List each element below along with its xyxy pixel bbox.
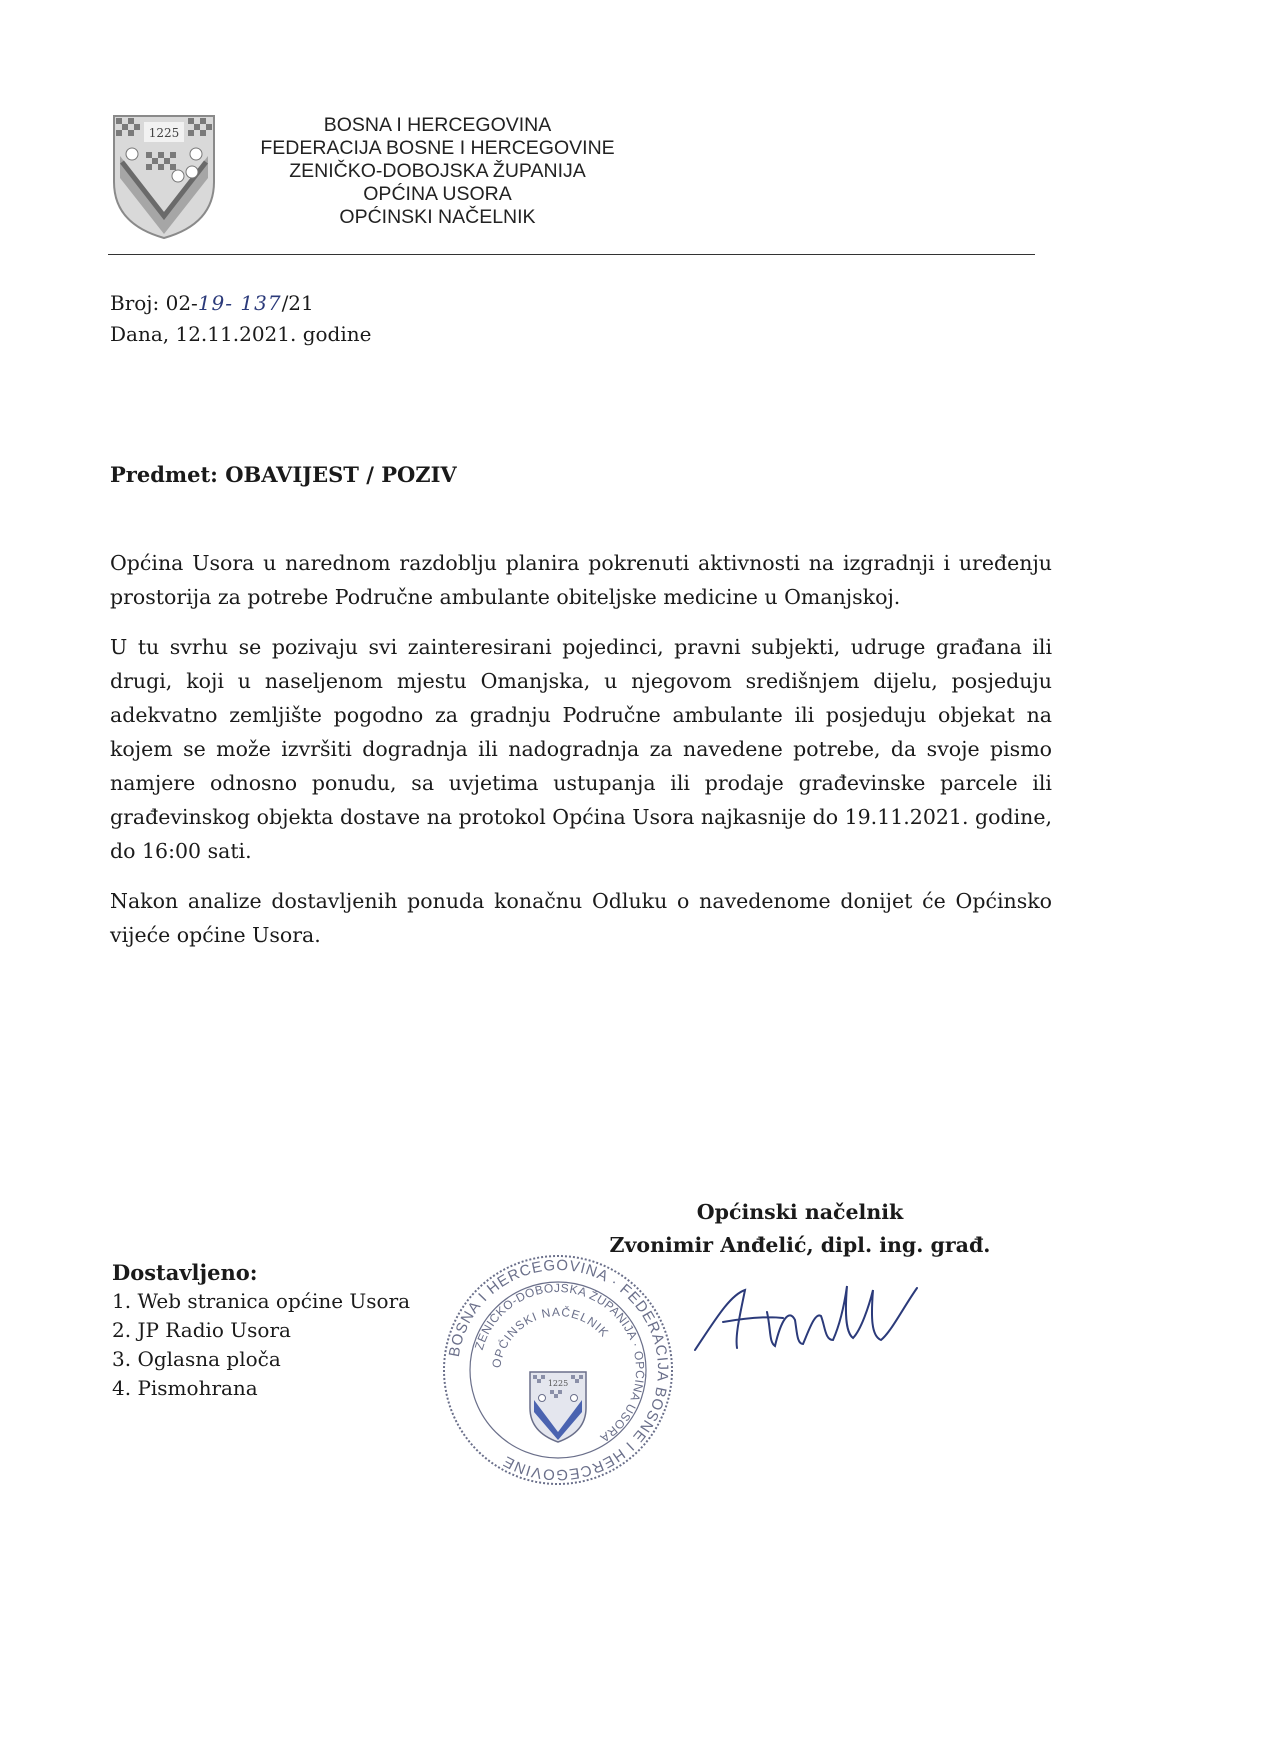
body-paragraph: U tu svrhu se pozivaju svi zainteresirani pojedinci, pravni subjekti, udruge građana ili drugi, koji u naseljenom mjestu Omanjska, u njegovom središnjem dijelu, posjeduju adekvatno zemljište pogodno za gradnju Područne ambulante ili posjeduju objekat na kojem se može izvršiti dogradnja ili nadogradnja za navedene potrebe, da svoje pismo namjere odnosno ponudu, sa uvjetima ustupanja ili prodaje građevinske parcele ili građevinskog objekta dostave na protokol Općina Usora najkasnije do 19.11.2021. godine, do 16:00 sati. <box>110 635 1052 863</box>
reference-block <box>110 288 371 350</box>
handwritten-number: 19- 137 <box>197 291 282 315</box>
signatory-title: Općinski načelnik <box>696 1200 904 1224</box>
list-item: 4. Pismohrana <box>112 1376 258 1400</box>
header-divider <box>108 254 1035 255</box>
list-item: 2. JP Radio Usora <box>112 1318 291 1342</box>
header-line-federation: FEDERACIJA BOSNE I HERCEGOVINE <box>260 137 615 159</box>
header-line-canton: ZENIČKO-DOBOJSKA ŽUPANIJA <box>289 160 586 182</box>
stamp-outer-text: BOSNA I HERCEGOVINA · FEDERACIJA BOSNE I HERCEGOVINE <box>445 1256 672 1484</box>
body-paragraph: Općina Usora u narednom razdoblju planira pokrenuti aktivnosti na izgradnji i uređenju prostorija za potrebe Područne ambulante obiteljske medicine u Omanjskoj. <box>110 551 1052 609</box>
list-item: 3. Oglasna ploča <box>112 1347 281 1371</box>
official-stamp <box>438 1250 678 1490</box>
stamp-inner-text: ZENIČKO-DOBOJSKA ŽUPANIJA · OPĆINA USORA <box>471 1280 648 1446</box>
stamp-center-text: OPĆINSKI NAČELNIK <box>489 1304 612 1370</box>
body-paragraph: Nakon analize dostavljenih ponuda konačnu Odluku o navedenome donijet će Općinsko vijeće općine Usora. <box>110 889 1052 947</box>
coat-of-arms-logo <box>108 112 220 242</box>
signatory-name: Zvonimir Anđelić, dipl. ing. građ. <box>609 1233 991 1257</box>
distribution-list <box>112 1258 410 1403</box>
handwritten-signature <box>685 1260 925 1370</box>
header-line-municipality: OPĆINA USORA <box>363 183 512 205</box>
list-item: 1. Web stranica općine Usora <box>112 1289 411 1313</box>
header-line-office: OPĆINSKI NAČELNIK <box>339 206 536 228</box>
reference-number: Broj: 02-19- 137/21 <box>110 291 314 315</box>
letter-body <box>110 546 1052 968</box>
reference-date: Dana, 12.11.2021. godine <box>110 322 372 346</box>
stamp-year: 1225 <box>547 1379 569 1388</box>
distribution-title: Dostavljeno: <box>112 1260 258 1285</box>
letterhead <box>235 114 640 229</box>
crest-year: 1225 <box>148 126 180 140</box>
stamp-crest-icon <box>530 1372 586 1442</box>
header-line-country: BOSNA I HERCEGOVINA <box>323 114 552 136</box>
subject-line: Predmet: OBAVIJEST / POZIV <box>110 462 457 487</box>
